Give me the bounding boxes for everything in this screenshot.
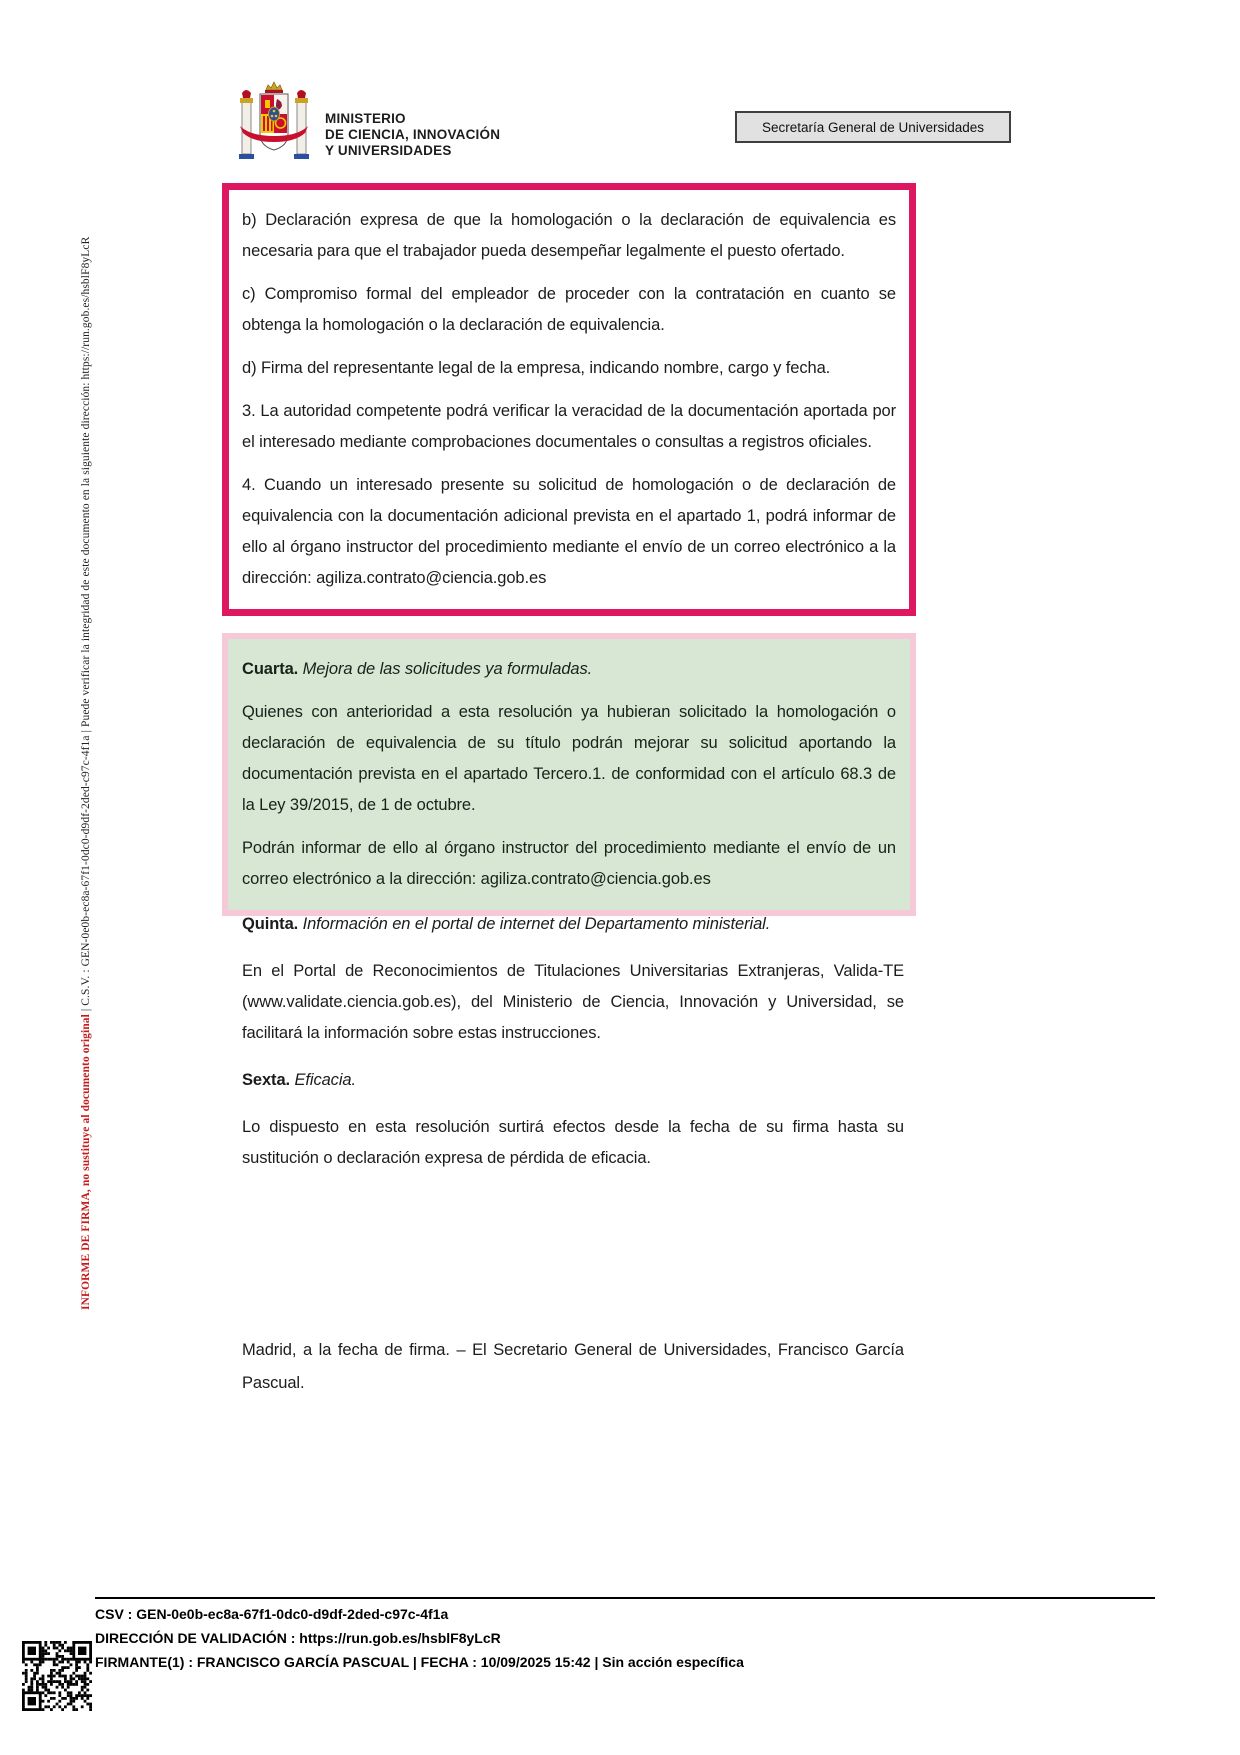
signature-report-sidebar — [80, 237, 92, 1310]
paragraph-4: 4. Cuando un interesado presente su solicitud de homologación o de declaración de equivalencia con la documentación adicional prevista en el apartado 1, podrá informar de ello al órgano instructor del procedimiento mediante el envío de un correo electrónico a la dirección: agiliza.contrato@ciencia.gob.es — [242, 476, 896, 587]
footer-divider — [95, 1597, 1155, 1599]
quinta-subtitle: Información en el portal de internet del Departamento ministerial. — [298, 915, 771, 933]
qr-code-icon — [22, 1641, 92, 1711]
sidebar-warning-text: INFORME DE FIRMA, no sustituye al documento original — [80, 1014, 92, 1310]
footer-signer-line: FIRMANTE(1) : FRANCISCO GARCÍA PASCUAL | FECHA : 10/09/2025 15:42 | Sin acción específica — [95, 1654, 744, 1670]
paragraph-3: 3. La autoridad competente podrá verificar la veracidad de la documentación aportada por el interesado mediante comprobaciones documentales o consultas a registros oficiales. — [242, 402, 896, 451]
highlighted-section-magenta — [222, 183, 916, 616]
secretaria-general-label: Secretaría General de Universidades — [761, 119, 985, 135]
quinta-label: Quinta. — [242, 915, 299, 933]
sexta-heading — [242, 1065, 904, 1096]
closing-signature-paragraph: Madrid, a la fecha de firma. – El Secretario General de Universidades, Francisco García Pascual. — [242, 1341, 904, 1392]
ministry-line-3: Y UNIVERSIDADES — [325, 143, 452, 158]
paragraph-c: c) Compromiso formal del empleador de proceder con la contratación en cuanto se obtenga la homologación o la declaración de equivalencia. — [242, 285, 896, 334]
footer-validation-block — [95, 1602, 744, 1674]
cuarta-heading — [242, 654, 896, 685]
sidebar-csv-text: | C.S.V. : GEN-0e0b-ec8a-67f1-0dc0-d9df-2ded-c97c-4f1a | Puede verificar la integridad de este documento en la siguiente dirección: https://run.gob.es/hsblF8yLcR — [80, 236, 92, 1015]
paragraph-d: d) Firma del representante legal de la empresa, indicando nombre, cargo y fecha. — [242, 359, 831, 377]
cuarta-paragraph-2: Podrán informar de ello al órgano instructor del procedimiento mediante el envío de un correo electrónico a la dirección: agiliza.contrato@ciencia.gob.es — [242, 839, 896, 888]
sexta-label: Sexta. — [242, 1071, 291, 1089]
cuarta-label: Cuarta. — [242, 660, 299, 678]
ministry-line-2: DE CIENCIA, INNOVACIÓN — [325, 127, 501, 142]
ministry-name — [325, 111, 500, 159]
footer-validation-line: DIRECCIÓN DE VALIDACIÓN : https://run.gob.es/hsblF8yLcR — [95, 1630, 501, 1646]
body-sections — [242, 893, 904, 1190]
secretaria-general-box — [735, 111, 1011, 143]
highlighted-section-green — [222, 633, 916, 916]
paragraph-b: b) Declaración expresa de que la homologación o la declaración de equivalencia es necesaria para que el trabajador pueda desempeñar legalmente el puesto ofertado. — [242, 211, 896, 260]
quinta-paragraph: En el Portal de Reconocimientos de Titulaciones Universitarias Extranjeras, Valida-TE (www.validate.ciencia.gob.es), del Ministerio de Ciencia, Innovación y Universidad, se facilitará la información sobre estas instrucciones. — [242, 962, 904, 1042]
quinta-heading — [242, 909, 904, 940]
sexta-paragraph: Lo dispuesto en esta resolución surtirá efectos desde la fecha de su firma hasta su sustitución o declaración expresa de pérdida de eficacia. — [242, 1118, 904, 1167]
cuarta-subtitle: Mejora de las solicitudes ya formuladas. — [298, 660, 593, 678]
sexta-subtitle: Eficacia. — [290, 1071, 356, 1089]
footer-csv-line: CSV : GEN-0e0b-ec8a-67f1-0dc0-d9df-2ded-c97c-4f1a — [95, 1606, 449, 1622]
ministry-line-1: MINISTERIO — [325, 111, 406, 126]
spain-coat-of-arms-icon — [236, 80, 312, 180]
cuarta-paragraph-1: Quienes con anterioridad a esta resolución ya hubieran solicitado la homologación o declaración de equivalencia de su título podrán mejorar su solicitud aportando la documentación prevista en el apartado Tercero.1. de conformidad con el artículo 68.3 de la Ley 39/2015, de 1 de octubre. — [242, 703, 896, 814]
